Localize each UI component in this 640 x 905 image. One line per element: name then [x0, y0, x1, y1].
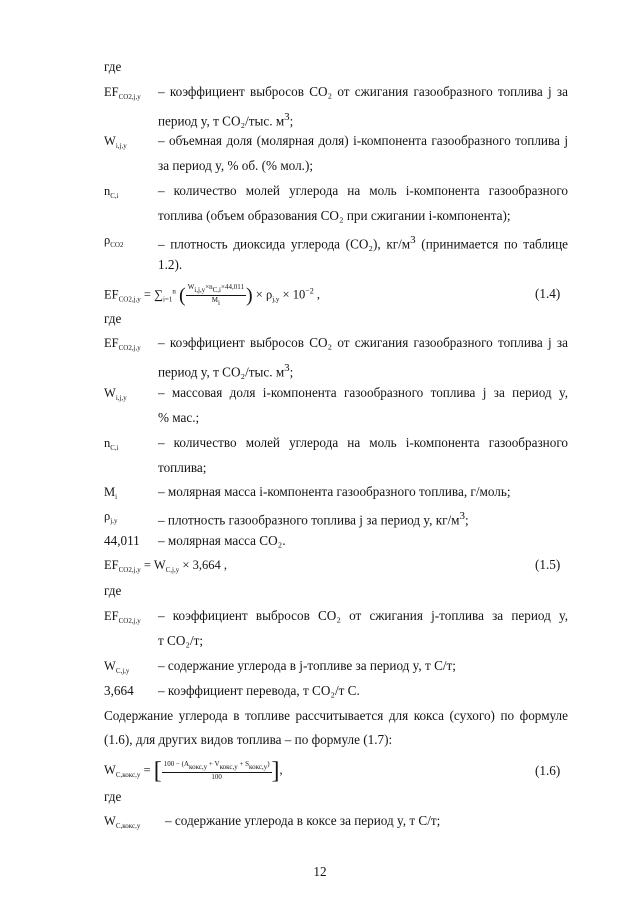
- symbol-w-c-j-y: $W_{C,j,y}$: [104, 659, 130, 675]
- def-w-1-line1: – объемная доля (молярная доля) i-компонента газообразного топлива j: [158, 133, 568, 148]
- symbol-3-664: 3,664: [104, 683, 134, 698]
- symbol-rho-co2: $\rho_{CO2}$: [104, 233, 124, 249]
- where-label-2: где: [104, 311, 122, 326]
- def-w-c-j-y: – содержание углерода в j-топливе за период y, т С/т;: [158, 658, 456, 673]
- where-label-4: где: [104, 789, 122, 804]
- def-44-011: – молярная масса CO₂.: [158, 533, 286, 548]
- def-rho-line1: – плотность диоксида углерода (CO₂), $кг/м^3$ (принимается по таблице: [158, 234, 568, 252]
- def-n-2-line1: – количество молей углерода на моль i-компонента газообразного: [158, 435, 568, 450]
- symbol-44-011: 44,011: [104, 533, 140, 548]
- where-label-1: где: [104, 59, 122, 74]
- paragraph-line-1: Содержание углерода в топливе рассчитывается для кокса (сухого) по формуле: [104, 708, 568, 723]
- def-n-2-line2: топлива;: [158, 460, 207, 475]
- def-n-1-line1: – количество молей углерода на моль i-компонента газообразного: [158, 183, 568, 198]
- def-m: – молярная масса i-компонента газообразного топлива, г/моль;: [158, 484, 511, 499]
- def-ef-2-line2: период y, т CO₂/тыс. $м^3$;: [158, 362, 294, 380]
- symbol-w-c-koks-y: $W_{C,кокс,y}$: [104, 814, 141, 830]
- def-ef-1-line2: период y, т CO₂/тыс. $м^3$;: [158, 111, 294, 129]
- formula-1-6: $W_{C,кокс,y}$ = [ $\frac{100 - (A_{кокс,y} + V_{кокс,y} + S_{кокс,y})}{100}$ ],: [104, 758, 283, 784]
- symbol-w-i-j-y-1: $W_{i,j,y}$: [104, 134, 127, 150]
- equation-number-1-6: (1.6): [535, 763, 561, 778]
- where-label-3: где: [104, 583, 122, 598]
- formula-1-5: $EF_{CO2,j,y} = W_{C,j,y} \times 3,664$ ,: [104, 558, 227, 574]
- equation-number-1-4: (1.4): [535, 286, 561, 301]
- def-n-1-line2: топлива (объем образования CO₂ при сжигании i-компонента);: [158, 208, 511, 223]
- def-w-1-line2: за период y, % об. (% мол.);: [158, 158, 314, 173]
- page-number: 12: [313, 864, 327, 879]
- symbol-n-c-i-2: $n_{C,i}$: [104, 436, 119, 452]
- def-w-c-koks: – содержание углерода в коксе за период y, т С/т;: [165, 813, 441, 828]
- def-w-2-line2: % мас.;: [158, 410, 200, 425]
- formula-1-4: $EF_{CO2,j,y} = \sum_{i=1}^n$ ( $\frac{W_{i,j,y}\times n_{C,i}\times 44,011}{M_i}$ ) × $\rho_{j,y} \times 10^{-2}$ ,: [104, 283, 320, 307]
- symbol-w-i-j-y-2: $W_{i,j,y}$: [104, 386, 127, 402]
- symbol-ef-co2-j-y-3: $EF_{CO2,j,y}$: [104, 609, 141, 625]
- symbol-m-i: $M_i$: [104, 485, 118, 501]
- def-ef-3-line2: т CO₂/т;: [158, 633, 204, 648]
- paragraph-line-2: (1.6), для других видов топлива – по формуле (1.7):: [104, 732, 393, 747]
- symbol-ef-co2-j-y-1: $EF_{CO2,j,y}$: [104, 85, 141, 101]
- def-ef-2-line1: – коэффициент выбросов CO₂ от сжигания газообразного топлива j за: [158, 335, 568, 350]
- def-w-2-line1: – массовая доля i-компонента газообразного топлива j за период y,: [158, 385, 568, 400]
- def-3-664: – коэффициент перевода, т CO₂/т С.: [158, 683, 360, 698]
- symbol-ef-co2-j-y-2: $EF_{CO2,j,y}$: [104, 336, 141, 352]
- symbol-n-c-i-1: $n_{C,i}$: [104, 184, 119, 200]
- def-ef-1-line1: – коэффициент выбросов CO₂ от сжигания газообразного топлива j за: [158, 84, 568, 99]
- symbol-rho-j-y: $\rho_{j,y}$: [104, 509, 118, 525]
- def-ef-3-line1: – коэффициент выбросов CO₂ от сжигания j-топлива за период y,: [158, 608, 568, 623]
- equation-number-1-5: (1.5): [535, 557, 561, 572]
- def-rho-line2: 1.2).: [158, 257, 183, 272]
- def-rho-j-y: – плотность газообразного топлива j за период y, $кг/м^3$;: [158, 510, 469, 528]
